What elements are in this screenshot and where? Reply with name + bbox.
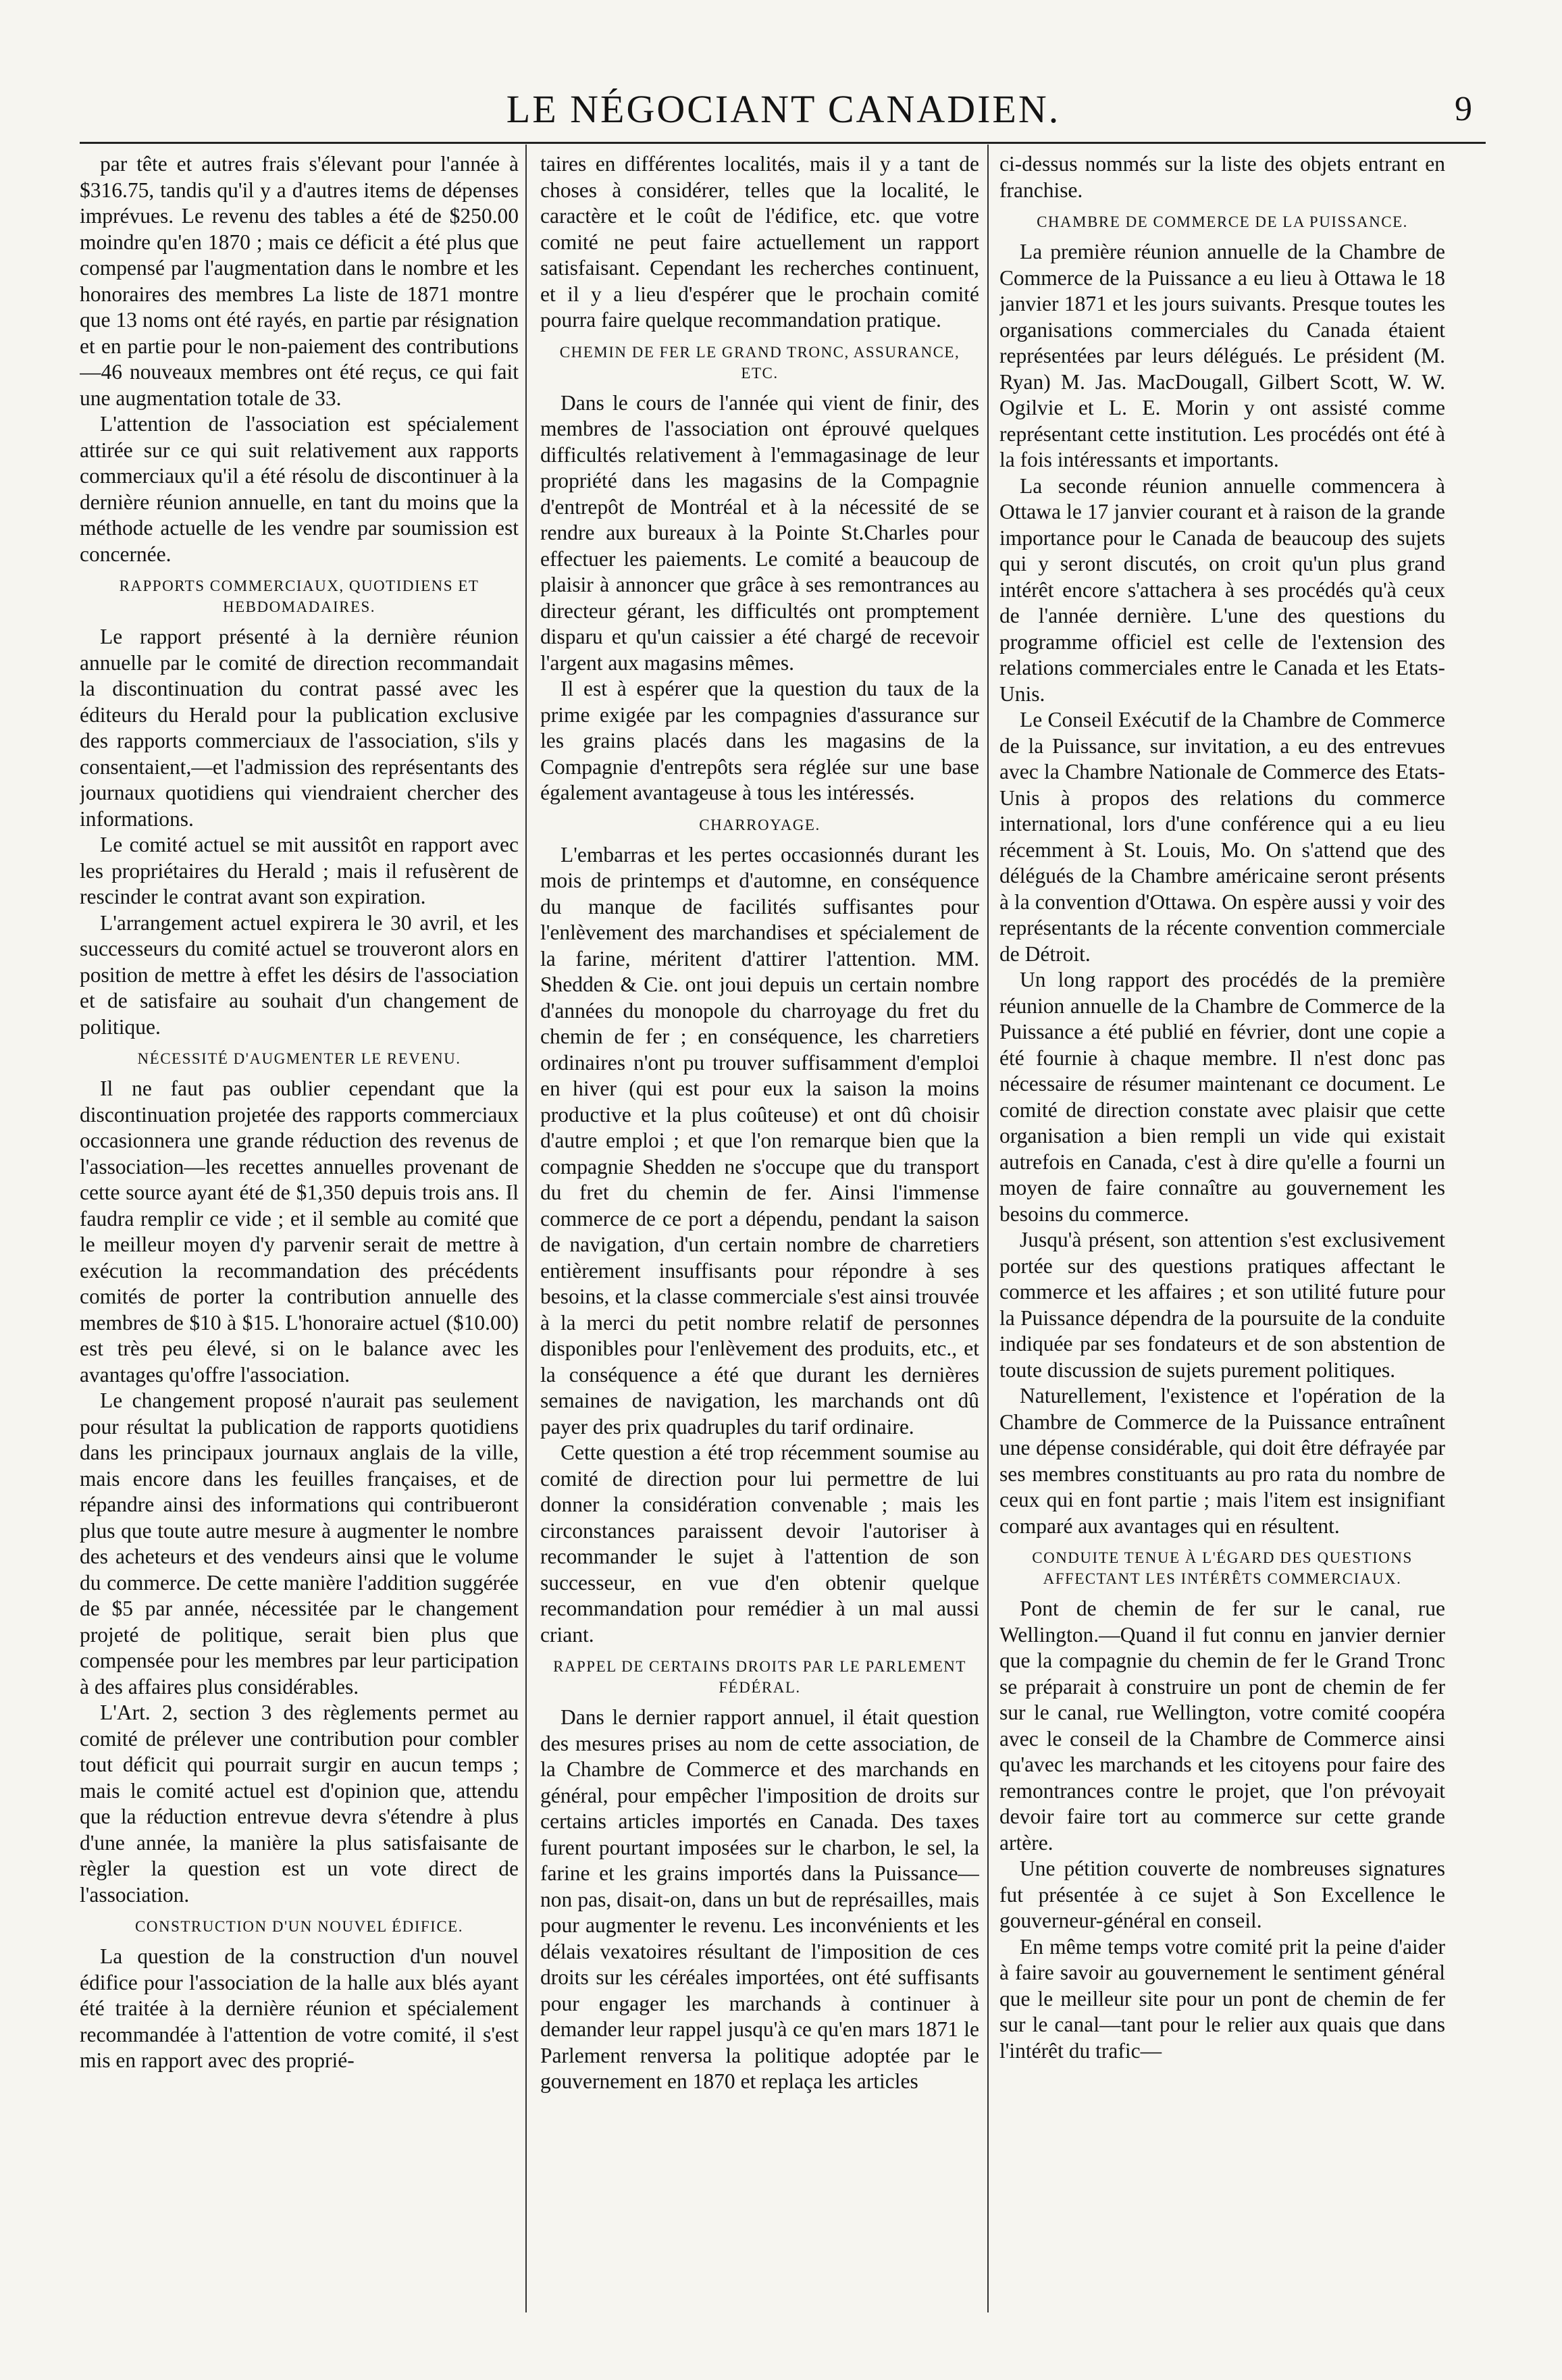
text-column-2 [540,151,979,2319]
section-heading: CONSTRUCTION D'UN NOUVEL ÉDIFICE. [135,1918,463,1935]
paragraph: L'arrangement actuel expirera le 30 avril, et les successeurs du comité actuel se trouveront alors en position de mettre à effet les désirs de l'association et de satisfaire au souhait d'un changement de politique. [80,910,519,1039]
paragraph: Dans le dernier rapport annuel, il était question des mesures prises au nom de cette association, de la Chambre de Commerce et des marchands en général, pour empêcher l'imposition de droits sur certains articles importés en Canada. Des taxes furent pourtant imposées sur le charbon, le sel, la farine et les grains importés dans la Puissance—non pas, disait-on, dans un but de représailles, mais pour augmenter le revenu. Les inconvénients et les délais vexatoires résultant de l'imposition de ces droits sur les céréales importées, ont été suffisants pour engager les marchands à continuer à demander leur rappel jusqu'à ce qu'en mars 1871 le Parlement renversa la politique adoptée par le gouvernement en 1870 et replaça les articles [540,1705,979,2093]
section-heading: CHAMBRE DE COMMERCE DE LA PUISSANCE. [1037,213,1408,230]
paragraph: La question de la construction d'un nouvel édifice pour l'association de la halle aux blés ayant été traitée à la dernière réunion et spécialement recommandée à l'attention de votre comité, il s'est mis en rapport avec des proprié- [80,1944,519,2072]
paragraph: L'Art. 2, section 3 des règlements permet au comité de prélever une contribution pour combler tout déficit qui pourrait surgir en aucun temps ; mais le comité actuel est d'opinion que, attendu que la réduction entrevue devra s'étendre à plus d'une année, la manière la plus satisfaisante de règler la question est un vote direct de l'association. [80,1701,519,1907]
masthead-rule [80,142,1486,144]
paragraph: Le changement proposé n'aurait pas seulement pour résultat la publication de rapports quotidiens dans les principaux journaux anglais de la ville, mais encore dans les feuilles françaises, et de répandre ainsi des informations qui contribueront plus que toute autre mesure à augmenter le nombre des acheteurs et des vendeurs ainsi que le volume du commerce. De cette manière l'addition suggérée de $5 par année, nécessitée par le changement projeté de politique, serait bien plus que compensée pour les membres par leur participation à des affaires plus considérables. [80,1389,519,1699]
section-heading: RAPPEL DE CERTAINS DROITS PAR LE PARLEMENT FÉDÉRAL. [553,1658,966,1696]
section-heading: NÉCESSITÉ D'AUGMENTER LE REVENU. [137,1050,461,1067]
column-divider [525,145,527,2312]
page-number: 9 [1455,90,1472,128]
paragraph: par tête et autres frais s'élevant pour l'année à $316.75, tandis qu'il y a d'autres items de dépenses imprévues. Le revenu des tables a été de $250.00 moindre qu'en 1870 ; mais ce déficit a été plus que compensé par l'augmentation dans le nombre et les honoraires des membres La liste de 1871 montre que 13 noms ont été rayés, en partie par résignation et en partie pour le non-paiement des contributions—46 nouveaux membres ont été reçus, ce qui fait une augmentation totale de 33. [80,152,519,410]
paragraph: Naturellement, l'existence et l'opération de la Chambre de Commerce de la Puissance entraînent une dépense considérable, qui doit être défrayée par ses membres constituants au pro rata du nombre de ceux qui en font partie ; mais l'item est insignifiant comparé aux avantages qui en résultent. [999,1384,1445,1538]
paragraph: Le comité actuel se mit aussitôt en rapport avec les propriétaires du Herald ; mais il refusèrent de rescinder le contrat avant son expiration. [80,833,519,908]
paragraph: Un long rapport des procédés de la première réunion annuelle de la Chambre de Commerce de la Puissance a été publié en février, dont une copie a été fournie à chaque membre. Il n'est donc pas nécessaire de résumer maintenant ce document. Le comité de direction constate avec plaisir que cette organisation a bien rempli un vide qui existait autrefois en Canada, c'est à dire qu'elle a fourni un moyen de faire connaître au gouvernement les besoins du commerce. [999,968,1445,1226]
paragraph: Il ne faut pas oublier cependant que la discontinuation projetée des rapports commerciaux occasionnera une grande réduction des revenus de l'association—les recettes annuelles provenant de cette source ayant été de $1,350 depuis trois ans. Il faudra remplir ce vide ; et il semble au comité que le meilleur moyen d'y parvenir serait de mettre à exécution la recommandation des précédents comités de porter la contribution annuelle des membres de $10 à $15. L'honoraire actuel ($10.00) est très peu élevé, si on le balance avec les avantages qu'offre l'association. [80,1077,519,1387]
paragraph: ci-dessus nommés sur la liste des objets entrant en franchise. [999,152,1445,202]
paragraph: Pont de chemin de fer sur le canal, rue Wellington.—Quand il fut connu en janvier dernier que la compagnie du chemin de fer le Grand Tronc se préparait à construire un pont de chemin de fer sur le canal, rue Wellington, votre comité coopéra avec le conseil de la Chambre de Commerce ainsi qu'avec les marchands et les citoyens pour faire des remontrances contre le projet, que l'on prévoyait devoir faire tort au commerce sur cette grande artère. [999,1597,1445,1855]
paragraph: taires en différentes localités, mais il y a tant de choses à considérer, telles que la localité, le caractère et le coût de l'édifice, etc. que votre comité ne peut faire actuellement un rapport satisfaisant. Cependant les recherches continuent, et il y a lieu d'espérer que le prochain comité pourra faire quelque recommandation pratique. [540,152,979,332]
text-column-1 [80,151,519,2319]
paragraph: Une pétition couverte de nombreuses signatures fut présentée à ce sujet à Son Excellence le gouverneur-général en conseil. [999,1857,1445,1932]
paragraph: L'attention de l'association est spécialement attirée sur ce qui suit relativement aux rapports commerciaux qu'il a été résolu de discontinuer à la dernière réunion annuelle, en tant du moins que la méthode actuelle de les vendre par soumission est concernée. [80,412,519,566]
paragraph: Jusqu'à présent, son attention s'est exclusivement portée sur des questions pratiques affectant le commerce et les affaires ; et son utilité future pour la Puissance dépendra de la poursuite de la conduite indiquée par ses fondateurs et de son abstention de toute discussion de sujets purement politiques. [999,1228,1445,1382]
paragraph: La seconde réunion annuelle commencera à Ottawa le 17 janvier courant et à raison de la grande importance pour le Canada de beaucoup des sujets qui y seront discutés, on croit qu'un plus grand intérêt encore s'attachera à ses procédés qu'à ceux de l'année dernière. L'une des questions du programme officiel est celle de l'extension des relations commerciales entre le Canada et les Etats-Unis. [999,473,1445,706]
section-heading: CONDUITE TENUE À L'ÉGARD DES QUESTIONS AFFECTANT LES INTÉRÊTS COMMERCIAUX. [1032,1549,1413,1587]
paragraph: Cette question a été trop récemment soumise au comité de direction pour lui permettre de lui donner la considération convenable ; mais les circonstances paraissent devoir l'autoriser à recommander le sujet à l'attention de son successeur, en vue d'en obtenir quelque recommandation pour remédier à un mal aussi criant. [540,1441,979,1647]
masthead [81,86,1486,134]
masthead-title: LE NÉGOCIANT CANADIEN. [506,87,1061,131]
paragraph: Il est à espérer que la question du taux de la prime exigée par les compagnies d'assurance sur les grains placés dans les magasins de la Compagnie d'entrepôts sera réglée sur une base également avantageuse à tous les intéressés. [540,677,979,804]
paragraph: Le Conseil Exécutif de la Chambre de Commerce de la Puissance, sur invitation, a eu des entrevues avec la Chambre Nationale de Commerce des Etats-Unis à propos des relations du commerce international, lors d'une conférence qui a eu lieu récemment à St. Louis, Mo. On s'attend que des délégués de la Chambre américaine seront présents à la convention d'Ottawa. On espère aussi y voir des représentants de la récente convention commerciale de Détroit. [999,708,1445,966]
paragraph: Le rapport présenté à la dernière réunion annuelle par le comité de direction recommandait la discontinuation du contrat passé avec les éditeurs du Herald pour la publication exclusive des rapports commerciaux de l'association, s'ils y consentaient,—et l'admission des représentants des journaux quotidiens qui viendraient chercher des informations. [80,625,519,831]
section-heading: RAPPORTS COMMERCIAUX, QUOTIDIENS ET HEBDOMADAIRES. [119,577,479,615]
section-heading: CHARROYAGE. [699,816,821,833]
paragraph: L'embarras et les pertes occasionnés durant les mois de printemps et d'automne, en conséquence du manque de facilités suffisantes pour l'enlèvement des marchandises et spécialement de la farine, méritent d'attirer l'attention. MM. Shedden & Cie. ont joui depuis un certain nombre d'années du monopole du charroyage du fret du chemin de fer ; en conséquence, les charretiers ordinaires n'ont pu trouver suffisamment d'emploi en hiver (qui est pour eux la saison la moins productive et la plus coûteuse) et ont dû choisir d'autre emploi ; et que l'on remarque bien que la compagnie Shedden ne s'occupe que du transport du fret du chemin de fer. Ainsi l'immense commerce de ce port a dépendu, pendant la saison de navigation, d'un certain nombre de charretiers entièrement insuffisants pour répondre à ses besoins, et la classe commerciale s'est ainsi trouvée à la merci du petit nombre relatif de personnes disponibles pour l'enlèvement des produits, etc., et la conséquence a été que durant les dernières semaines de navigation, les marchands ont dû payer des prix quadruples du tarif ordinaire. [540,842,979,1439]
section-heading: CHEMIN DE FER LE GRAND TRONC, ASSURANCE, ETC. [559,343,960,382]
paragraph: La première réunion annuelle de la Chambre de Commerce de la Puissance a eu lieu à Ottawa le 18 janvier 1871 et les jours suivants. Presque toutes les organisations commerciales du Canada étaient représentées par leurs délégués. Le président (M. Ryan) M. Jas. MacDougall, Gilbert Scott, W. W. Ogilvie et L. E. Morin y ont assisté comme représentant cette institution. Les procédés ont été à la fois intéressants et importants. [999,240,1445,471]
paragraph: En même temps votre comité prit la peine d'aider à faire savoir au gouvernement le sentiment général que le meilleur site pour un pont de chemin de fer sur le canal—tant pour le relier aux quais que dans l'intérêt du trafic— [999,1934,1445,2063]
text-column-3 [999,151,1445,2319]
paragraph: Dans le cours de l'année qui vient de finir, des membres de l'association ont éprouvé quelques difficultés relativement à l'emmagasinage de leur propriété dans les magasins de la Compagnie d'entrepôt de Montréal et à la nécessité de se rendre aux bureaux à la Pointe St.Charles pour effectuer les paiements. Le comité a beaucoup de plaisir à annoncer que grâce à ses remontrances au directeur gérant, les difficultés ont promptement disparu et qu'un caissier a été chargé de recevoir l'argent aux magasins mêmes. [540,390,979,675]
column-divider [987,145,989,2312]
